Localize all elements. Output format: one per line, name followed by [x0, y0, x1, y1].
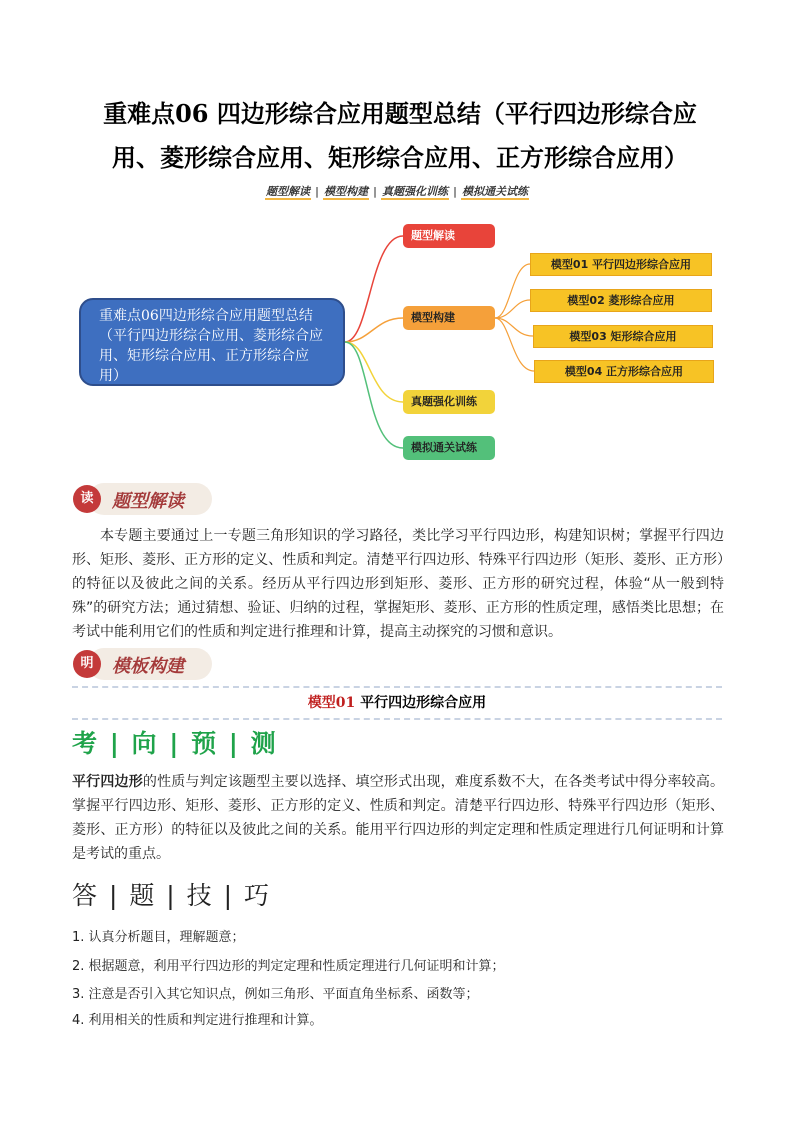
section-reading-text: 本专题主要通过上一专题三角形知识的学习路径，类比学习平行四边形，构建知识树；掌握平行四边形、矩形、菱形、正方形的定义、性质和判定。清楚平行四边形、特殊平行四边形（矩形、菱形、正方形）的特征以及彼此之间的关系。经历从平行四边形到矩形、菱形、正方形的研究过程，体验“从一般到特殊”的研究方法；通过猜想、验证、归纳的过程，掌握矩形、菱形、正方形的性质定理，感悟类比思想；在考试中能利用它们的性质和判定进行推理和计算，提高主动探究的习惯和意识。	[72, 528, 724, 640]
tip-item-1: 1. 认真分析题目，理解题意；	[72, 930, 245, 945]
mindmap-branch-model[interactable]: 模型构建	[403, 306, 495, 330]
tip-item-4: 4. 利用相关的性质和判定进行推理和计算。	[72, 1013, 323, 1028]
subnav-item-3[interactable]: 真题强化训练	[382, 185, 449, 198]
section-template-badge: 明	[73, 650, 101, 678]
subnav-item-1[interactable]: 题型解读	[265, 185, 310, 198]
mindmap-model-03[interactable]: 模型03 矩形综合应用	[533, 325, 713, 348]
mindmap-branch-mock[interactable]: 模拟通关试练	[403, 436, 495, 460]
section-reading-badge: 读	[73, 485, 101, 513]
mindmap-root: 重难点06四边形综合应用题型总结（平行四边形综合应用、菱形综合应用、矩形综合应用、正方形综合应用）	[79, 298, 345, 386]
mindmap-branch-real-exam[interactable]: 真题强化训练	[403, 390, 495, 414]
tip-item-2: 2. 根据题意，利用平行四边形的判定定理和性质定理进行几何证明和计算；	[72, 959, 505, 974]
subnav-item-2[interactable]: 模型构建	[323, 185, 368, 198]
predict-paragraph	[72, 770, 724, 866]
mindmap-model-01[interactable]: 模型01 平行四边形综合应用	[530, 253, 712, 276]
title-line-2: 用、菱形综合应用、矩形综合应用、正方形综合应用）	[112, 143, 688, 172]
tips-heading: 答 | 题 | 技 | 巧	[72, 881, 271, 910]
mindmap-model-02[interactable]: 模型02 菱形综合应用	[530, 289, 712, 312]
model-01-name: 平行四边形综合应用	[360, 695, 487, 711]
subnav-item-4[interactable]: 模拟通关试练	[462, 185, 529, 198]
divider-top	[72, 686, 722, 688]
section-template-title: 模板构建	[112, 656, 184, 677]
predict-heading: 考 | 向 | 预 | 测	[72, 729, 278, 758]
mindmap-model-04[interactable]: 模型04 正方形综合应用	[534, 360, 714, 383]
predict-text: 的性质与判定该题型主要以选择、填空形式出现，难度系数不大，在各类考试中得分率较高。掌握平行四边形、矩形、菱形、正方形的定义、性质和判定。清楚平行四边形、特殊平行四边形（矩形、菱形、正方形）的特征以及彼此之间的关系。能用平行四边形的判定定理和性质定理进行几何证明和计算是考试的重点。	[72, 774, 724, 862]
predict-bold-term: 平行四边形	[72, 774, 143, 790]
model-01-prefix: 模型01	[307, 695, 356, 711]
tip-item-3: 3. 注意是否引入其它知识点，例如三角形、平面直角坐标系、函数等；	[72, 987, 479, 1002]
section-reading-title: 题型解读	[112, 491, 184, 512]
title-line-1: 重难点06 四边形综合应用题型总结（平行四边形综合应	[103, 99, 697, 128]
mindmap-branch-reading[interactable]: 题型解读	[403, 224, 495, 248]
sub-navigation: 题型解读 | 模型构建 | 真题强化训练 | 模拟通关试练	[265, 185, 529, 198]
divider-bottom	[72, 718, 722, 720]
model-01-title	[0, 692, 794, 712]
